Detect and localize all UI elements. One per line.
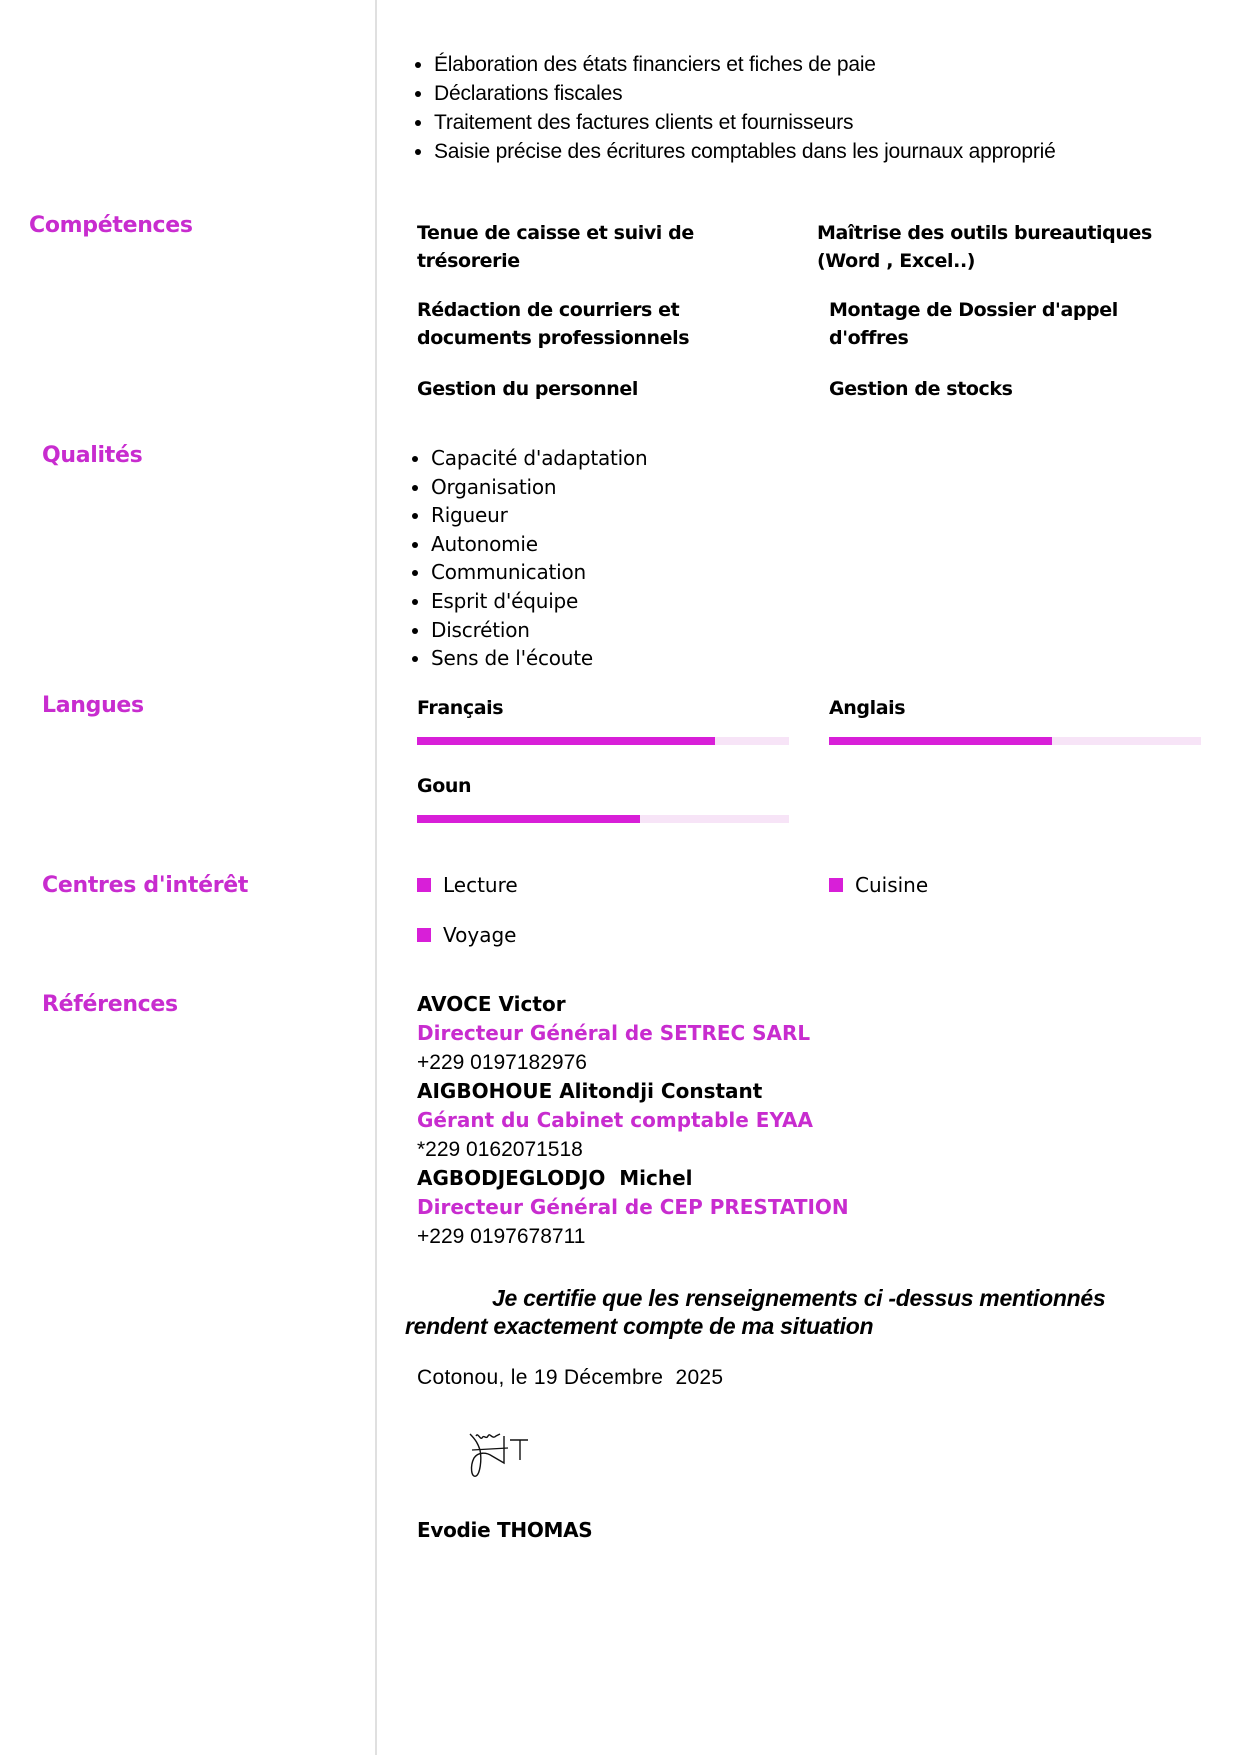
skill-item: Maîtrise des outils bureautiques (Word , Excel..) [817,222,1152,272]
language-goun [417,775,789,823]
section-title-qualites: Qualités [42,443,143,468]
date-line: Cotonou, le 19 Décembre 2025 [417,1366,724,1389]
language-level-fill [417,737,715,745]
task-item: • Élaboration des états financiers et fiches de paie [434,50,1056,79]
certification-statement [405,1284,1205,1340]
interest-item: Lecture [417,873,518,897]
language-level-bar [417,815,789,823]
reference-phone: *229 0162071518 [417,1138,583,1161]
quality-item: • Capacité d'adaptation [431,444,648,473]
task-item: • Traitement des factures clients et fournisseurs [434,108,1056,137]
section-title-competences: Compétences [29,213,193,238]
reference-phone: +229 0197678711 [417,1225,586,1248]
language-level-fill [417,815,640,823]
experience-task-list [406,50,1056,166]
reference-entry [417,990,849,1077]
reference-name: AIGBOHOUE Alitondji Constant [417,1079,763,1103]
skill-item: Tenue de caisse et suivi de trésorerie [417,222,694,272]
handwritten-signature-icon [468,1430,538,1480]
language-anglais [829,697,1201,745]
quality-item: • Sens de l'écoute [431,644,648,673]
reference-role: Directeur Général de SETREC SARL [417,1021,811,1045]
square-bullet-icon [829,878,843,892]
quality-item: • Discrétion [431,616,648,645]
language-name: Anglais [829,697,906,719]
reference-name: AVOCE Victor [417,992,566,1016]
section-title-langues: Langues [42,693,144,718]
column-divider [375,0,377,1755]
interest-item: Voyage [417,923,516,947]
task-item: • Déclarations fiscales [434,79,1056,108]
interest-item: Cuisine [829,873,928,897]
language-name: Goun [417,775,472,797]
quality-item: • Esprit d'équipe [431,587,648,616]
square-bullet-icon [417,928,431,942]
language-francais [417,697,789,745]
square-bullet-icon [417,878,431,892]
reference-name: AGBODJEGLODJO Michel [417,1166,693,1190]
references-list [417,990,849,1251]
reference-entry [417,1077,849,1164]
language-name: Français [417,697,504,719]
skill-item: Montage de Dossier d'appel d'offres [829,299,1118,349]
skill-item: Gestion de stocks [829,378,1013,400]
certification-line: rendent exactement compte de ma situation [405,1313,874,1339]
language-level-fill [829,737,1052,745]
language-level-bar [829,737,1201,745]
quality-item: • Autonomie [431,530,648,559]
section-title-references: Références [42,992,178,1017]
reference-entry [417,1164,849,1251]
skill-item: Gestion du personnel [417,378,638,400]
section-title-interets: Centres d'intérêt [42,873,249,898]
signatory-name: Evodie THOMAS [417,1518,593,1542]
quality-item: • Rigueur [431,501,648,530]
quality-item: • Communication [431,558,648,587]
reference-role: Directeur Général de CEP PRESTATION [417,1195,849,1219]
task-item: • Saisie précise des écritures comptables dans les journaux approprié [434,137,1056,166]
language-level-bar [417,737,789,745]
skill-item: Rédaction de courriers et documents professionnels [417,299,690,349]
qualities-list [405,444,648,673]
certification-line: Je certifie que les renseignements ci -dessus mentionnés [492,1285,1106,1311]
reference-role: Gérant du Cabinet comptable EYAA [417,1108,813,1132]
quality-item: • Organisation [431,473,648,502]
reference-phone: +229 0197182976 [417,1051,587,1074]
